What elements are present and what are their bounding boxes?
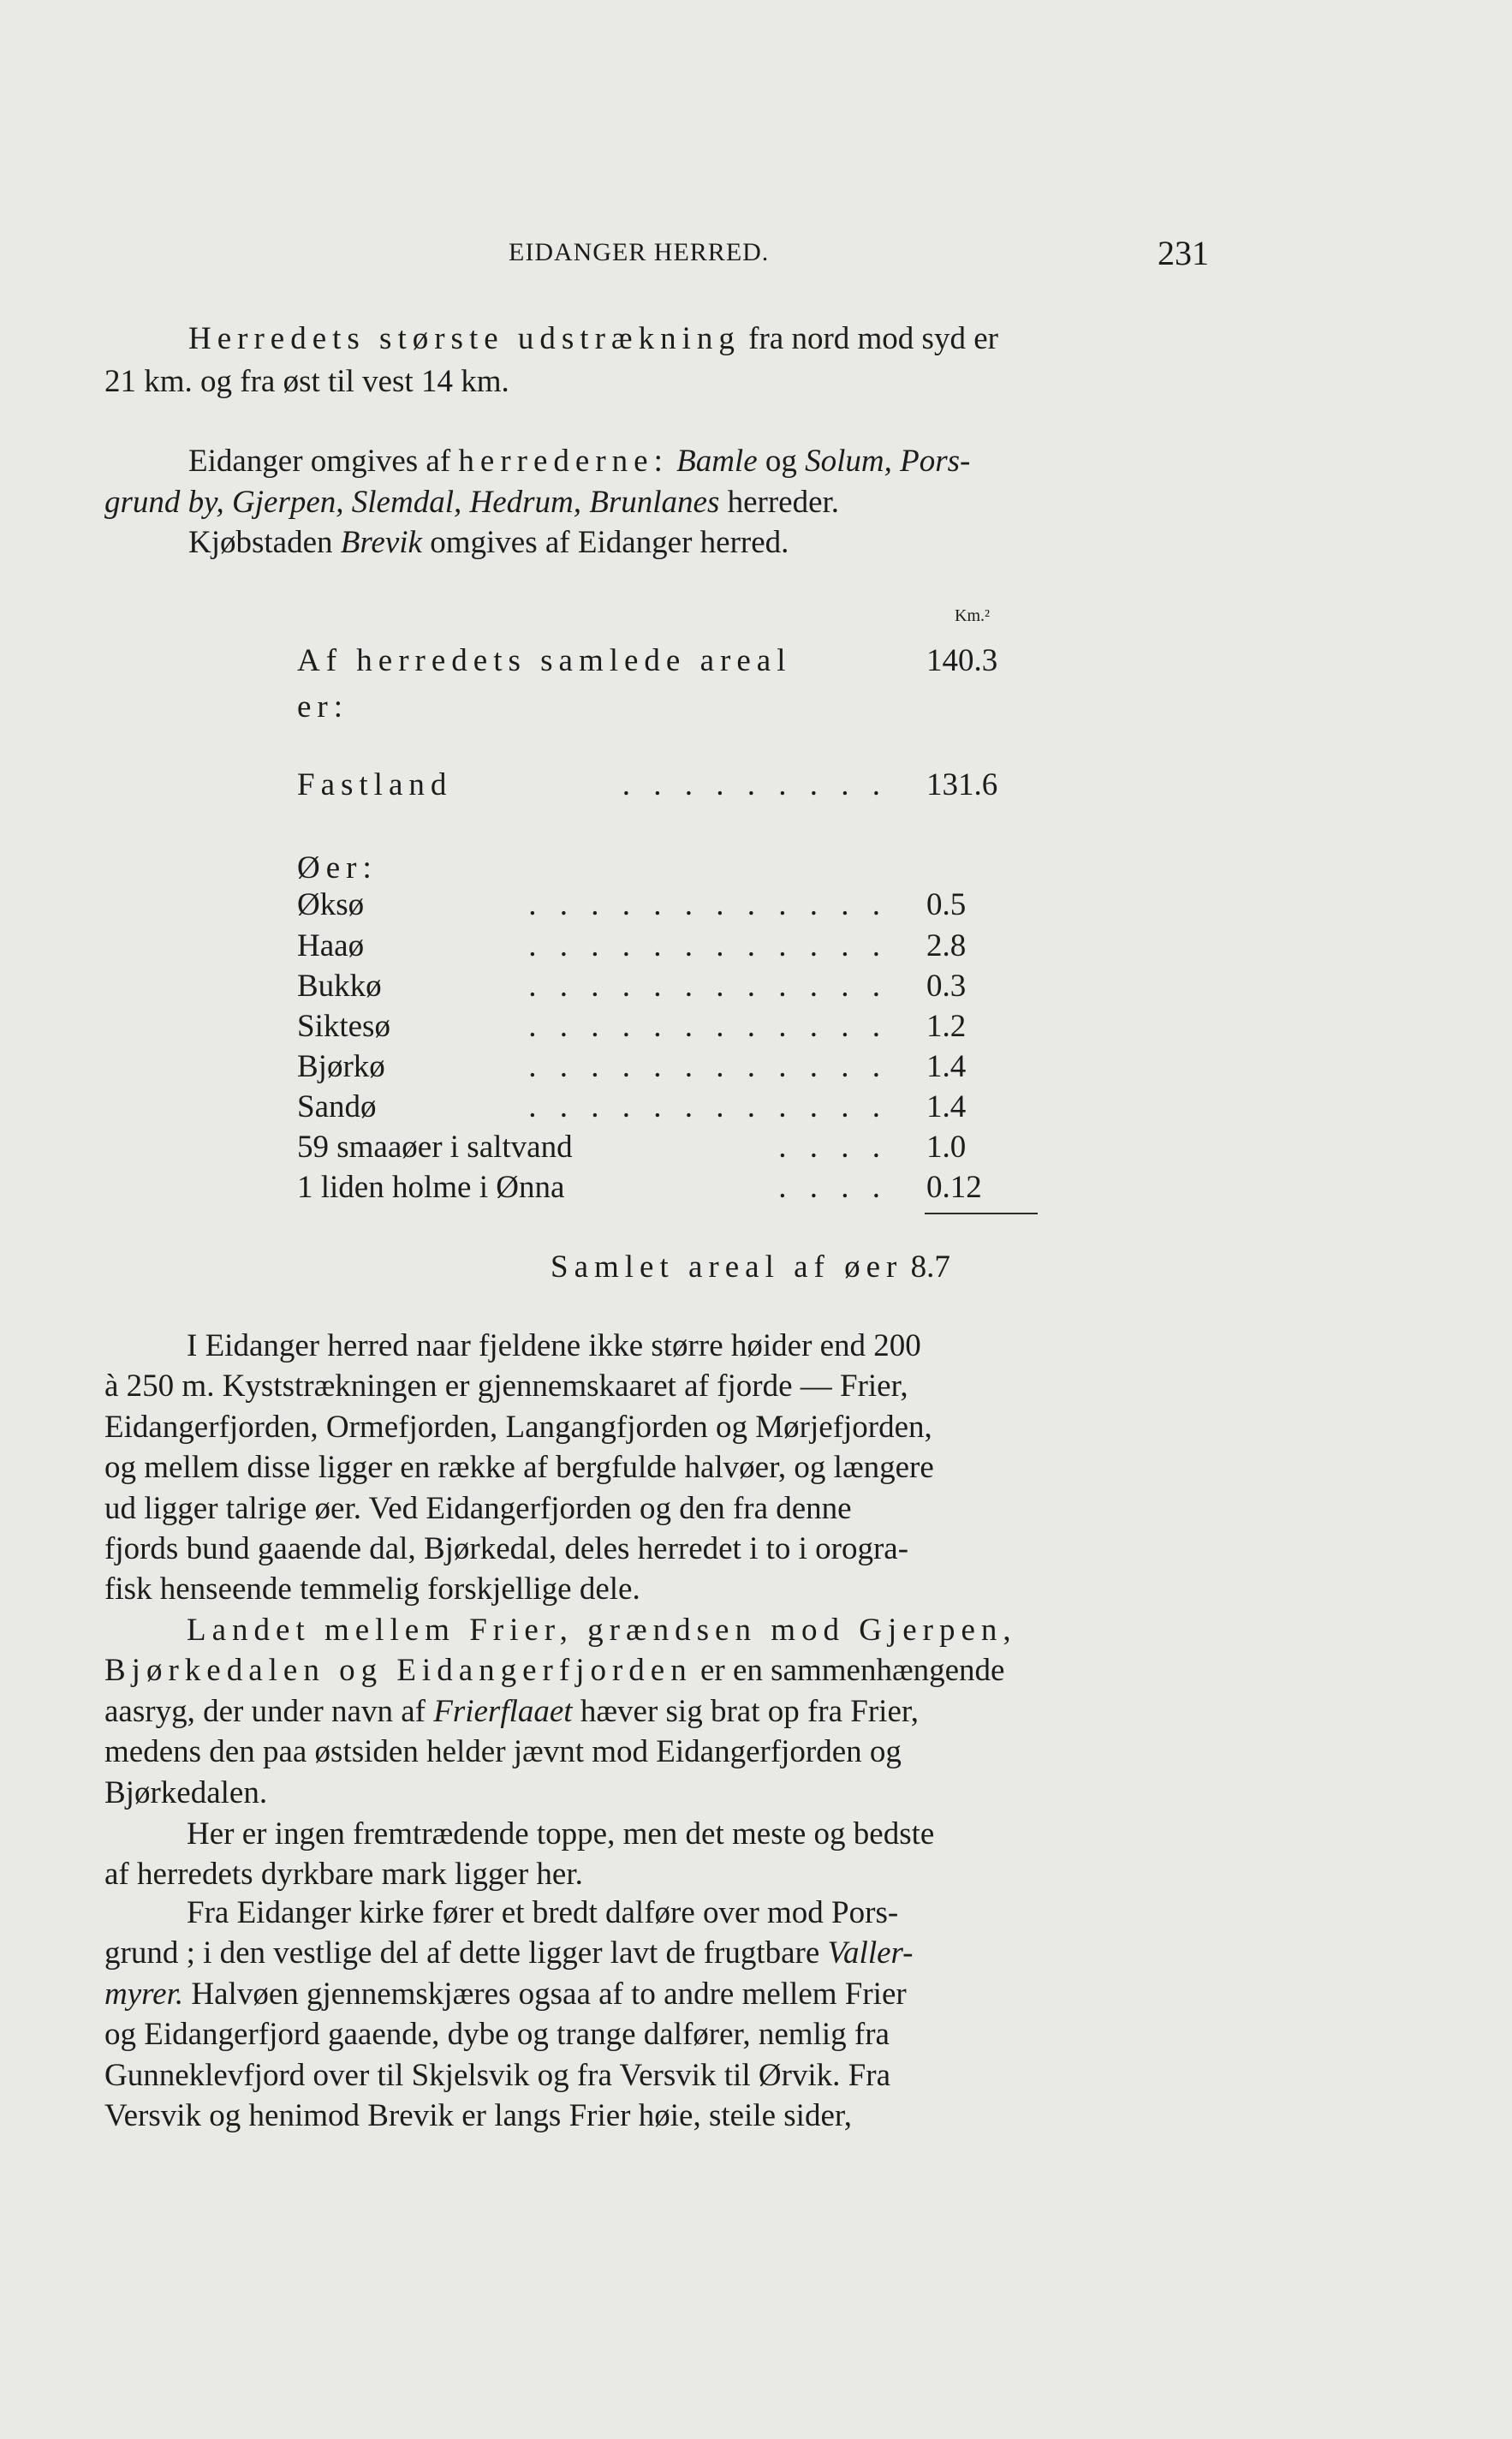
dot-leader: . . . . . . . . . . . . (528, 1089, 888, 1124)
page-number: 231 (1158, 234, 1209, 272)
row-value: 0.12 (926, 1170, 982, 1205)
text-line: og Eidangerfjord gaaende, dybe og trange dalfører, nemlig fra (104, 2017, 890, 2053)
text-line: Her er ingen fremtrædende toppe, men det meste og bedste (187, 1816, 935, 1852)
dot-leader: . . . . . . . . . . . . (528, 1049, 888, 1084)
text-line: Eidangerfjorden, Ormefjorden, Langangfjorden og Mørjefjorden, (104, 1409, 932, 1445)
italic-place: Brevik (340, 525, 422, 560)
row-value: 0.5 (926, 887, 967, 922)
text: hæver sig brat op fra Frier, (580, 1693, 919, 1729)
running-header: EIDANGER HERRED. (509, 238, 770, 266)
text: omgives af Eidanger herred. (430, 525, 789, 560)
island-row (297, 1088, 1170, 1129)
text: herreder. (727, 485, 840, 520)
spaced-text: herrederne: (458, 444, 669, 479)
italic-places: grund by, Gjerpen, Slemdal, Hedrum, Brunlanes (104, 485, 720, 520)
row-value: 131.6 (926, 767, 998, 802)
text-line (104, 1933, 1217, 1973)
sum-label: Samlet areal af øer (551, 1249, 903, 1285)
italic-place: Bamle (676, 444, 758, 479)
italic-place: Solum, Pors- (805, 444, 971, 479)
text-line (104, 1691, 1217, 1732)
spaced-text: Bjørkedalen og Eidangerfjorden (104, 1653, 693, 1689)
island-row (297, 886, 1170, 927)
row-value: 1.4 (926, 1089, 967, 1124)
dot-leader: . . . . . . . . . . . . (528, 887, 888, 922)
row-value: 0.3 (926, 969, 967, 1004)
text: og (765, 444, 797, 479)
row-value: 140.3 (926, 643, 998, 678)
islands-heading: Øer: (297, 850, 378, 886)
text-line: Bjørkedalen. (104, 1774, 268, 1810)
row-label: Bjørkø (297, 1049, 385, 1084)
text: aasryg, der under navn af (104, 1693, 426, 1729)
text: er en sammenhængende (699, 1653, 1005, 1689)
row-label: Haaø (297, 928, 365, 963)
text: grund ; i den vestlige del af dette ligger lavt de frugtbare (104, 1935, 820, 1971)
row-label: 59 smaaøer i saltvand (297, 1130, 573, 1165)
intro-line-1 (188, 319, 998, 359)
row-value: 2.8 (926, 928, 967, 963)
intro-line-3 (188, 441, 970, 481)
italic-place: myrer. (104, 1976, 184, 2012)
text-line: medens den paa østsiden helder jævnt mod Eidangerfjorden og (104, 1734, 902, 1770)
paragraph-2 (104, 1610, 1217, 1813)
dot-leader: . . . . . . . . . . . . (528, 928, 888, 963)
dot-leader: . . . . . . . . . . . . (528, 1009, 888, 1044)
italic-place: Valler- (827, 1935, 914, 1971)
island-row (297, 1008, 1170, 1048)
intro-line-5 (188, 522, 789, 563)
text-line: Versvik og henimod Brevik er langs Frier høie, steile sider, (104, 2098, 852, 2134)
sum-value: 8.7 (910, 1249, 950, 1285)
text: Eidanger omgives af (188, 444, 451, 479)
text: Kjøbstaden (188, 525, 333, 560)
sum-rule (925, 1213, 1038, 1214)
text-line (104, 1650, 1217, 1691)
text-line: fjords bund gaaende dal, Bjørkedal, deles herredet i to i orogra- (104, 1531, 909, 1567)
spaced-text: Herredets største udstrækning (188, 321, 741, 356)
text-line (104, 1974, 1217, 2014)
island-row (297, 927, 1170, 968)
italic-place: Frierflaaet (433, 1693, 573, 1729)
island-row (297, 1169, 1170, 1209)
row-label: Øksø (297, 887, 365, 922)
dot-leader: . . . . (778, 1130, 888, 1165)
island-row (297, 1129, 1170, 1169)
row-value: 1.0 (926, 1130, 967, 1165)
row-label: Fastland (297, 767, 453, 802)
row-label: Af herredets samlede areal (297, 643, 792, 678)
total-area-label-cont: er: (297, 689, 349, 725)
text-line: af herredets dyrkbare mark ligger her. (104, 1857, 583, 1893)
dot-leader: . . . . (778, 1170, 888, 1205)
row-value: 1.4 (926, 1049, 967, 1084)
dot-leader: . . . . . . . . . (622, 767, 888, 802)
row-label: Bukkø (297, 969, 382, 1004)
text-line: à 250 m. Kyststrækningen er gjennemskaaret af fjorde — Frier, (104, 1369, 908, 1404)
row-label: Siktesø (297, 1009, 390, 1044)
text-line: og mellem disse ligger en række af bergfulde halvøer, og længere (104, 1450, 934, 1486)
dot-leader: . . . . . . . . . . . . (528, 969, 888, 1004)
unit-label: Km.² (955, 606, 990, 625)
text-line: Landet mellem Frier, grændsen mod Gjerpen, (187, 1613, 1017, 1648)
island-row (297, 968, 1170, 1008)
text: Halvøen gjennemskjæres ogsaa af to andre mellem Frier (191, 1976, 907, 2012)
islands-total (551, 1247, 950, 1287)
island-row (297, 1048, 1170, 1088)
mainland-row (297, 766, 1170, 807)
total-area-row (297, 642, 1170, 683)
intro-line-4 (104, 482, 839, 522)
text-line: Gunneklevfjord over til Skjelsvik og fra Versvik til Ørvik. Fra (104, 2057, 891, 2093)
paragraph-3 (104, 1814, 1217, 1895)
text-line: Fra Eidanger kirke fører et bredt dalføre over mod Pors- (187, 1895, 899, 1930)
text-line: ud ligger talrige øer. Ved Eidangerfjorden og den fra denne (104, 1490, 852, 1526)
text: fra nord mod syd er (748, 321, 998, 356)
row-value: 1.2 (926, 1009, 967, 1044)
paragraph-1 (104, 1326, 1217, 1610)
intro-line-2: 21 km. og fra øst til vest 14 km. (104, 364, 509, 399)
text-line: I Eidanger herred naar fjeldene ikke større høider end 200 (187, 1328, 921, 1363)
row-label: 1 liden holme i Ønna (297, 1170, 565, 1205)
paragraph-4 (104, 1893, 1217, 2136)
text-line: fisk henseende temmelig forskjellige dele. (104, 1571, 640, 1607)
row-label: Sandø (297, 1089, 377, 1124)
